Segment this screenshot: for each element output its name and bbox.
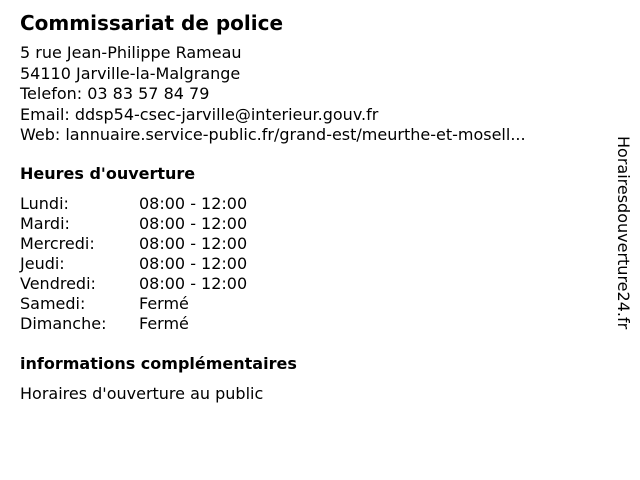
hours-row-tuesday [20,214,247,234]
site-watermark [611,136,635,372]
additional-info-text: Horaires d'ouverture au public [20,384,264,403]
address-block [20,43,526,146]
page-title: Commissariat de police [20,11,284,35]
hours-row-saturday [20,294,247,314]
time-value: Fermé [139,294,189,313]
hours-row-thursday [20,254,247,274]
hours-row-friday [20,274,247,294]
opening-hours-table [20,194,247,334]
day-label: Jeudi: [20,254,65,273]
day-label: Vendredi: [20,274,96,293]
time-value: 08:00 - 12:00 [139,234,248,253]
opening-hours-heading: Heures d'ouverture [20,164,196,183]
time-value: 08:00 - 12:00 [139,214,248,233]
day-label: Samedi: [20,294,86,313]
time-value: 08:00 - 12:00 [139,194,248,213]
hours-row-wednesday [20,234,247,254]
street-line: 5 rue Jean-Philippe Rameau [20,43,242,62]
hours-row-sunday [20,314,247,334]
day-label: Mardi: [20,214,70,233]
day-label: Mercredi: [20,234,95,253]
phone-line: Telefon: 03 83 57 84 79 [20,84,210,103]
day-label: Lundi: [20,194,69,213]
day-label: Dimanche: [20,314,107,333]
city-line: 54110 Jarville-la-Malgrange [20,63,241,83]
email-line: Email: ddsp54-csec-jarville@interieur.gouv.fr [20,104,379,124]
site-watermark-text: Horairesdouverture24.fr [614,136,633,330]
web-line: Web: lannuaire.service-public.fr/grand-est/meurthe-et-mosell... [20,125,526,144]
additional-info-heading: informations complémentaires [20,354,297,373]
hours-row-monday [20,194,247,214]
time-value: 08:00 - 12:00 [139,274,248,293]
time-value: Fermé [139,314,189,333]
time-value: 08:00 - 12:00 [139,254,248,273]
